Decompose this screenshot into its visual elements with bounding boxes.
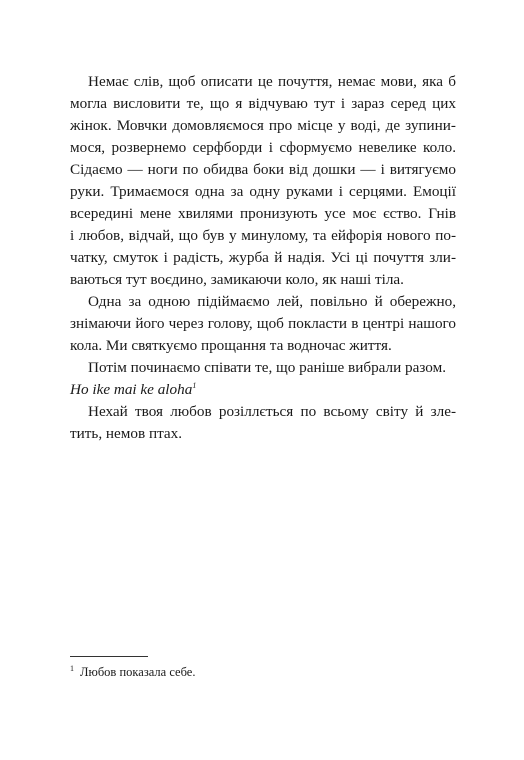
text-line: Потім починаємо співати те, що раніше вибрали разом. (88, 359, 447, 376)
italic-verse-line (70, 379, 456, 401)
text-line: Нехай твоя любов розіллється по всьому світу й зле- (88, 403, 456, 420)
text-line: Немає слів, щоб описати це почуття, немає мови, яка б (88, 73, 456, 90)
text-line: Одна за одною підіймаємо лей, повільно й обережно, (88, 293, 456, 310)
footnote (70, 664, 195, 680)
text-line: кола. Ми святкуємо прощання та водночас життя. (70, 337, 392, 354)
text-line: всередині мене хвилями пронизують усе моє єство. Гнів (70, 205, 456, 222)
text-line: тить, немов птах. (70, 425, 183, 442)
verse-text: Ho ike mai ke aloha (70, 381, 193, 398)
text-line: знімаючи його через голову, щоб покласти в центрі нашого (70, 315, 456, 332)
text-line: Сідаємо — ноги по обидва боки від дошки — і витягуємо (70, 161, 456, 178)
text-line: жінок. Мовчки домовляємося про місце у воді, де зупини- (70, 117, 456, 134)
text-line: мося, розвернемо серфборди і сформуємо невелике коло. (70, 139, 456, 156)
text-line: чатку, смуток і радість, журба й надія. Усі ці почуття зли- (70, 249, 456, 266)
body-text (70, 71, 456, 445)
text-line: могла висловити те, що я відчуваю тут і зараз серед цих (70, 95, 456, 112)
footnote-text: Любов показала себе. (80, 665, 196, 679)
footnote-marker: 1 (70, 663, 74, 673)
text-line: і любов, відчай, що був у минулому, та ейфорія нового по- (70, 227, 456, 244)
text-line: руки. Тримаємося одна за одну руками і серцями. Емоції (70, 183, 456, 200)
footnote-divider (70, 656, 148, 657)
text-line: ваються тут воєдино, замикаючи коло, як наші тіла. (70, 271, 404, 288)
footnote-reference: 1 (192, 380, 197, 390)
